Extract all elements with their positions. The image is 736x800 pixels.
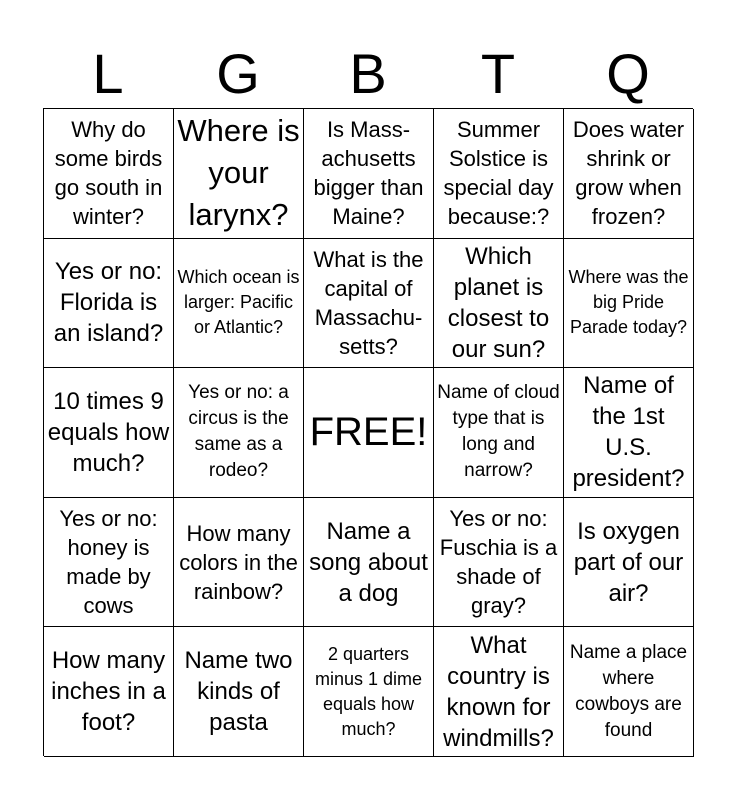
cell-text: What country is known for windmills?	[443, 631, 554, 752]
bingo-cell[interactable]	[434, 627, 564, 757]
bingo-cell[interactable]	[304, 627, 434, 757]
cell-text: Yes or no: a circus is the same as a rodeo?	[188, 382, 289, 482]
cell-text: Name a song about a dog	[309, 517, 428, 607]
cell-text: Yes or no: honey is made by cows	[59, 506, 158, 619]
bingo-cell[interactable]	[304, 109, 434, 239]
cell-text: Which ocean is larger: Pacific or Atlantic?	[177, 267, 300, 338]
bingo-card-grid	[43, 108, 693, 756]
bingo-cell[interactable]	[44, 109, 174, 239]
cell-text: How many inches in a foot?	[51, 647, 166, 737]
bingo-cell[interactable]	[44, 368, 174, 498]
cell-text: Why do some birds go south in winter?	[54, 117, 163, 230]
cell-text: Where is your larynx?	[177, 113, 300, 233]
cell-text: Is Mass-achusetts bigger than Maine?	[313, 117, 424, 230]
bingo-cell[interactable]	[174, 368, 304, 498]
bingo-cell[interactable]	[564, 368, 694, 498]
cell-text: Name of the 1st U.S. president?	[572, 372, 685, 493]
bingo-cell[interactable]	[304, 498, 434, 628]
bingo-cell[interactable]	[564, 627, 694, 757]
free-space-text: FREE!	[309, 410, 428, 455]
cell-text: 2 quarters minus 1 dime equals how much?	[314, 643, 423, 739]
bingo-cell[interactable]	[44, 627, 174, 757]
header-letter-q: Q	[606, 42, 650, 105]
header-letter-g: G	[216, 42, 260, 105]
cell-text: What is the capital of Massachu-setts?	[313, 246, 424, 359]
bingo-cell[interactable]	[434, 239, 564, 369]
cell-text: Yes or no: Florida is an island?	[53, 258, 164, 348]
bingo-cell[interactable]	[44, 239, 174, 369]
free-space-cell[interactable]	[304, 368, 434, 498]
header-letter-l: L	[92, 42, 124, 105]
bingo-header	[43, 40, 693, 108]
cell-text: Does water shrink or grow when frozen?	[572, 117, 685, 230]
cell-text: Summer Solstice is special day because:?	[443, 117, 554, 230]
bingo-cell[interactable]	[174, 239, 304, 369]
bingo-cell[interactable]	[564, 498, 694, 628]
cell-text: Is oxygen part of our air?	[573, 517, 684, 607]
bingo-cell[interactable]	[434, 368, 564, 498]
bingo-cell[interactable]	[44, 498, 174, 628]
cell-text: Name a place where cowboys are found	[569, 641, 688, 741]
bingo-cell[interactable]	[564, 109, 694, 239]
cell-text: Name two kinds of pasta	[184, 647, 293, 737]
header-letter-b: B	[349, 42, 387, 105]
bingo-cell[interactable]	[174, 627, 304, 757]
cell-text: Yes or no: Fuschia is a shade of gray?	[439, 506, 558, 619]
cell-text: 10 times 9 equals how much?	[47, 387, 170, 477]
bingo-cell[interactable]	[174, 109, 304, 239]
bingo-cell[interactable]	[434, 109, 564, 239]
header-letter-t: T	[480, 42, 516, 105]
bingo-cell[interactable]	[174, 498, 304, 628]
cell-text: Where was the big Pride Parade today?	[568, 267, 689, 338]
cell-text: Name of cloud type that is long and narrow?	[437, 382, 560, 482]
bingo-cell[interactable]	[304, 239, 434, 369]
bingo-cell[interactable]	[434, 498, 564, 628]
bingo-cell[interactable]	[564, 239, 694, 369]
cell-text: How many colors in the rainbow?	[179, 520, 298, 604]
cell-text: Which planet is closest to our sun?	[447, 242, 550, 363]
